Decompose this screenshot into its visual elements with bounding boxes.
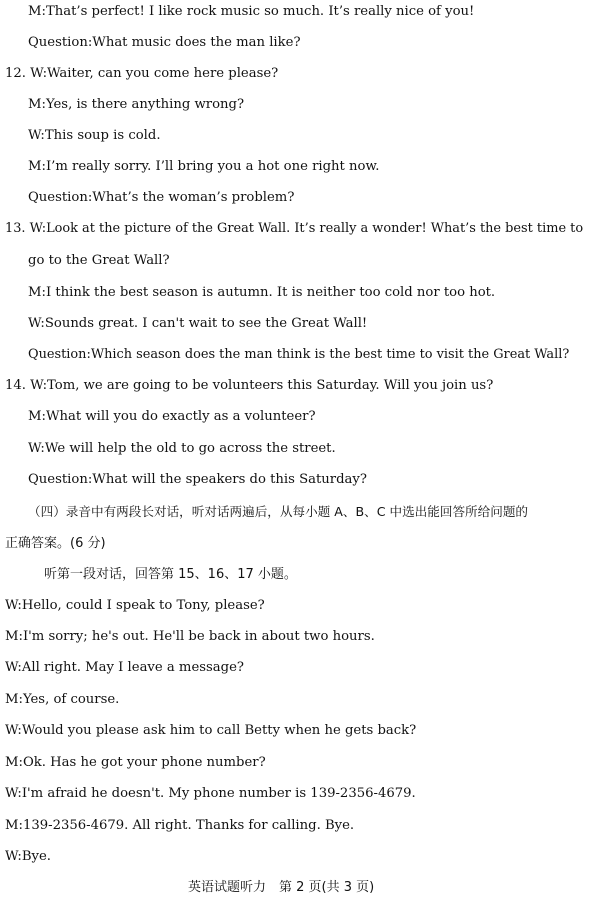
text-line: M:I think the best season is autumn. It is neither too cold nor too hot. bbox=[28, 285, 496, 300]
text-line: go to the Great Wall? bbox=[28, 253, 170, 268]
text-line: W:All right. May I leave a message? bbox=[5, 660, 244, 675]
text-line: W:Bye. bbox=[5, 849, 51, 864]
text-line: W:We will help the old to go across the street. bbox=[28, 441, 336, 456]
text-line: W:This soup is cold. bbox=[28, 128, 161, 143]
text-line: 12. W:Waiter, can you come here please? bbox=[5, 66, 279, 81]
text-line: Question:What music does the man like? bbox=[28, 35, 301, 50]
text-line: Question:What will the speakers do this Saturday? bbox=[28, 472, 367, 487]
text-line: M:I'm sorry; he's out. He'll be back in about two hours. bbox=[5, 629, 375, 644]
text-line: Question:What’s the woman’s problem? bbox=[28, 190, 295, 205]
text-line: M:Yes, of course. bbox=[5, 692, 120, 707]
page-footer: 英语试题听力 第 2 页(共 3 页) bbox=[188, 880, 375, 895]
text-line: W:Sounds great. I can't wait to see the Great Wall! bbox=[28, 316, 368, 331]
instruction-line: 听第一段对话，回答第 15、16、17 小题。 bbox=[44, 567, 297, 582]
text-line: 13. W:Look at the picture of the Great Wall. It’s really a wonder! What’s the best time to bbox=[5, 221, 584, 236]
text-line: W:I'm afraid he doesn't. My phone number is 139-2356-4679. bbox=[5, 786, 416, 801]
text-line: 14. W:Tom, we are going to be volunteers this Saturday. Will you join us? bbox=[5, 378, 494, 393]
text-line: M:What will you do exactly as a volunteer? bbox=[28, 409, 316, 424]
text-line: M:Ok. Has he got your phone number? bbox=[5, 755, 266, 770]
text-line: M:139-2356-4679. All right. Thanks for calling. Bye. bbox=[5, 818, 355, 833]
section-heading-continued: 正确答案。(6 分) bbox=[5, 536, 106, 551]
text-line: M:I’m really sorry. I’ll bring you a hot one right now. bbox=[28, 159, 380, 174]
text-line: Question:Which season does the man think is the best time to visit the Great Wall? bbox=[28, 347, 570, 362]
text-line: W:Hello, could I speak to Tony, please? bbox=[5, 598, 265, 613]
text-line: W:Would you please ask him to call Betty when he gets back? bbox=[5, 723, 417, 738]
text-line: M:That’s perfect! I like rock music so much. It’s really nice of you! bbox=[28, 4, 475, 19]
text-line: M:Yes, is there anything wrong? bbox=[28, 97, 245, 112]
section-heading: （四）录音中有两段长对话，听对话两遍后，从每小题 A、B、C 中选出能回答所给问题的 bbox=[28, 504, 529, 519]
